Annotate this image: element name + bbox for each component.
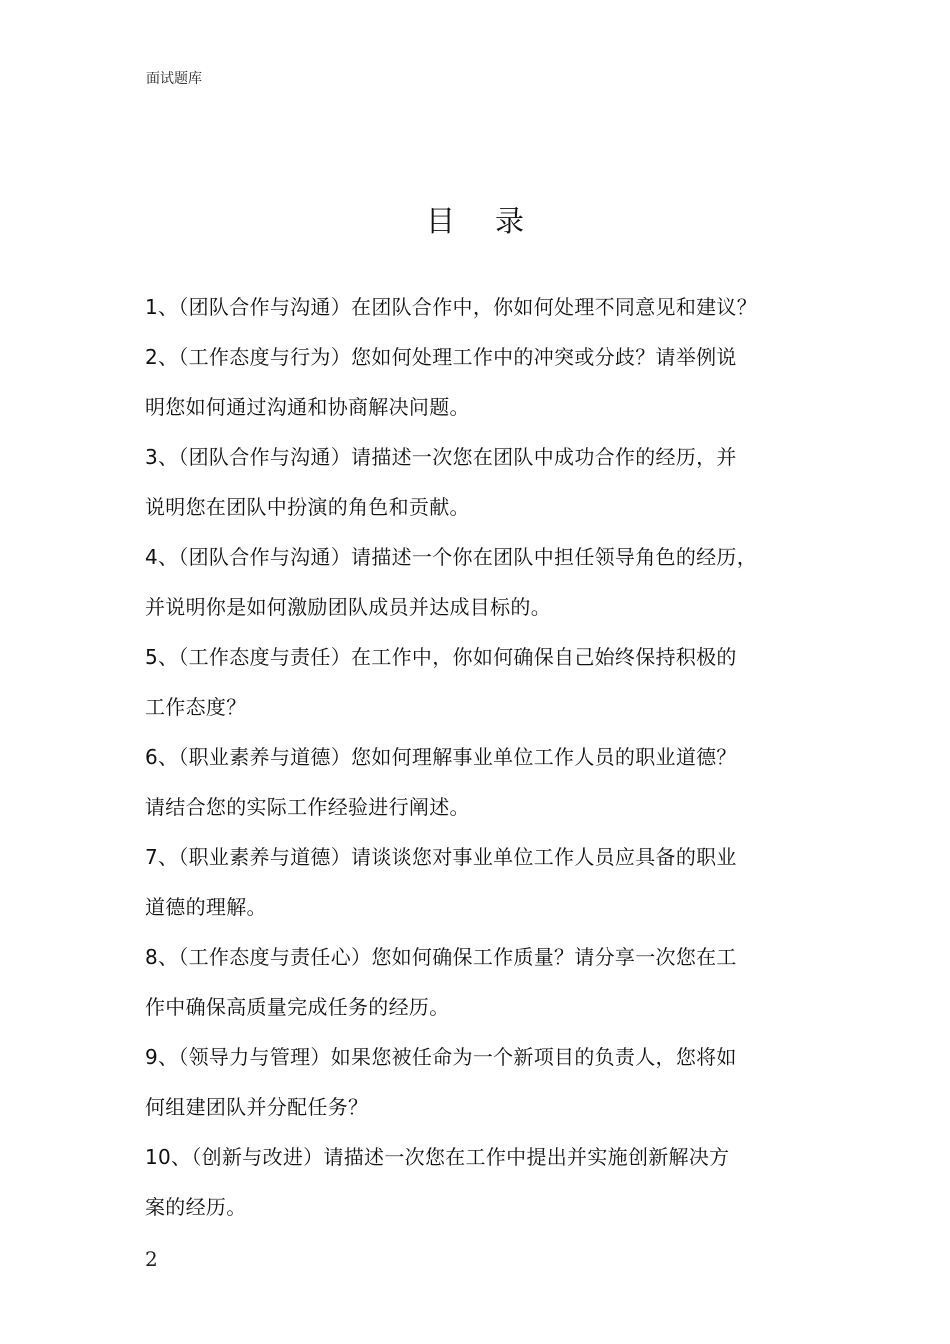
toc-item-line: 工作态度？	[145, 695, 247, 719]
toc-item-line: 1、（团队合作与沟通）在团队合作中，你如何处理不同意见和建议？	[145, 295, 758, 319]
toc-item-3[interactable]	[145, 432, 845, 532]
toc-item-line: 并说明你是如何激励团队成员并达成目标的。	[145, 595, 551, 619]
toc-item-line: 作中确保高质量完成任务的经历。	[145, 995, 450, 1019]
toc-item-5[interactable]	[145, 632, 845, 732]
toc-item-line: 6、（职业素养与道德）您如何理解事业单位工作人员的职业道德？	[145, 745, 737, 769]
page-number: 2	[145, 1247, 158, 1271]
toc-item-line: 道德的理解。	[145, 895, 267, 919]
toc-item-line: 2、（工作态度与行为）您如何处理工作中的冲突或分歧？请举例说	[145, 345, 737, 369]
toc-item-6[interactable]	[145, 732, 845, 832]
toc-item-line: 何组建团队并分配任务？	[145, 1095, 369, 1119]
toc-item-1[interactable]	[145, 282, 845, 332]
toc-item-10[interactable]	[145, 1132, 845, 1232]
toc-item-2[interactable]	[145, 332, 845, 432]
toc-item-line: 请结合您的实际工作经验进行阐述。	[145, 795, 470, 819]
toc-item-line: 4、（团队合作与沟通）请描述一个你在团队中担任领导角色的经历，	[145, 545, 758, 569]
toc-item-line: 7、（职业素养与道德）请谈谈您对事业单位工作人员应具备的职业	[145, 845, 737, 869]
toc-item-line: 10、（创新与改进）请描述一次您在工作中提出并实施创新解决方	[145, 1145, 730, 1169]
toc-item-line: 8、（工作态度与责任心）您如何确保工作质量？请分享一次您在工	[145, 945, 737, 969]
toc-item-8[interactable]	[145, 932, 845, 1032]
toc-item-7[interactable]	[145, 832, 845, 932]
toc-item-line: 明您如何通过沟通和协商解决问题。	[145, 395, 470, 419]
toc-item-line: 3、（团队合作与沟通）请描述一次您在团队中成功合作的经历，并	[145, 445, 737, 469]
toc-item-line: 9、（领导力与管理）如果您被任命为一个新项目的负责人，您将如	[145, 1045, 737, 1069]
toc-title: 目录	[425, 204, 564, 239]
toc-item-4[interactable]	[145, 532, 845, 632]
page-header: 面试题库	[146, 71, 202, 87]
toc-item-line: 5、（工作态度与责任）在工作中，你如何确保自己始终保持积极的	[145, 645, 737, 669]
toc-item-line: 说明您在团队中扮演的角色和贡献。	[145, 495, 470, 519]
toc-item-line: 案的经历。	[145, 1195, 247, 1219]
toc-list	[145, 282, 845, 1232]
toc-item-9[interactable]	[145, 1032, 845, 1132]
